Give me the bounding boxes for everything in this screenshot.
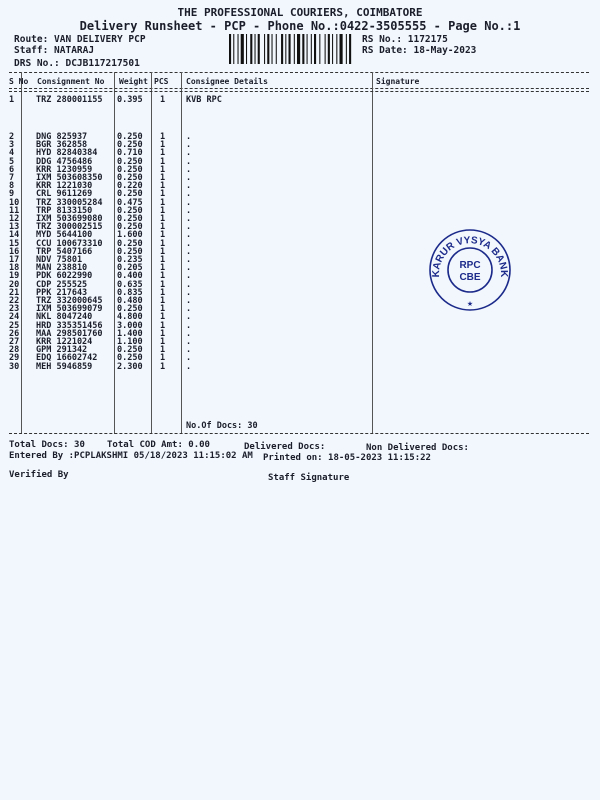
column-divider [21,72,22,434]
row-consignment-no: TRZ 330005284 [36,197,103,208]
row-consignee-details: . [186,214,192,224]
row-sno: 15 [9,238,20,249]
row-sno: 18 [9,263,20,274]
company-title: THE PROFESSIONAL COURIERS, COIMBATORE [177,6,423,19]
bank-stamp [428,228,512,312]
row-consignment-no: KRR 1230959 [36,164,93,175]
row-consignee-details: . [186,271,192,282]
row-weight: 0.250 [117,214,143,224]
row-consignment-no: MYD 5644100 [36,230,93,241]
row-weight: 0.250 [117,156,143,167]
total-docs: Total Docs: 30 [9,440,85,450]
row-sno: 8 [9,181,15,192]
row-weight: 1.400 [117,328,143,339]
row-consignee-details: . [186,246,192,257]
row-consignment-no: TRP 5407166 [36,246,93,257]
row-consignee-details: . [186,304,192,315]
row-sno: 5 [9,156,15,167]
row-consignment-no: EDQ 16602742 [36,353,98,364]
row-consignment-no: PDK 6022990 [36,271,93,282]
row-pcs: 1 [160,140,166,151]
row-pcs: 1 [160,304,166,315]
non-delivered-docs: Non Delivered Docs: [366,443,469,453]
row-sno: 28 [9,345,20,356]
stamp-cbe: CBE [459,272,481,283]
row-weight: 0.250 [117,205,143,216]
col-header-consignment: Consignment No [37,77,105,86]
row-weight: 0.250 [117,222,143,233]
row-pcs: 1 [160,353,166,364]
row-consignee-details: . [186,238,192,249]
row-consignment-no: HRD 335351456 [36,320,103,331]
col-header-pcs: PCS [154,77,169,86]
row-consignment-no: HYD 82840384 [36,148,98,159]
row-weight: 0.395 [117,95,143,105]
row-consignment-no: IXM 503608350 [36,173,103,183]
row-weight: 0.235 [117,255,143,265]
row-consignee-details: . [186,255,192,265]
row-weight: 0.475 [117,197,143,208]
row-pcs: 1 [160,148,166,159]
row-consignment-no: IXM 503699079 [36,304,103,315]
row-weight: 0.400 [117,271,143,282]
row-weight: 0.250 [117,345,143,356]
row-consignment-no: TRZ 332000645 [36,296,103,306]
row-consignment-no: BGR 362858 [36,140,88,151]
row-weight: 0.635 [117,279,143,290]
route-label: Route: VAN DELIVERY PCP [14,34,146,45]
row-consignment-no: CDP 255525 [36,279,88,290]
row-consignment-no: TRZ 280001155 [36,95,103,105]
col-header-signature: Signature [376,77,420,86]
row-consignee-details: . [186,345,192,356]
col-header-consignee: Consignee Details [186,77,268,86]
row-weight: 0.710 [117,148,143,159]
row-consignee-details: . [186,222,192,233]
row-sno: 13 [9,222,20,233]
row-pcs: 1 [160,156,166,167]
column-divider [372,72,373,434]
row-weight: 3.000 [117,320,143,331]
rs-number: RS No.: 1172175 [362,34,448,45]
row-consignee-details: . [186,132,192,142]
row-consignment-no: KRR 1221030 [36,181,93,192]
row-sno: 20 [9,279,20,290]
staff-signature: Staff Signature [268,473,350,483]
row-consignee-details: . [186,361,192,372]
row-weight: 2.300 [117,361,143,372]
row-sno: 16 [9,246,20,257]
row-pcs: 1 [160,173,166,183]
row-pcs: 1 [160,263,166,274]
row-pcs: 1 [160,312,166,323]
row-sno: 14 [9,230,20,241]
row-pcs: 1 [160,279,166,290]
row-sno: 26 [9,328,20,339]
row-consignee-details: . [186,140,192,151]
star-icon: ★ [466,300,474,308]
row-pcs: 1 [160,222,166,233]
row-consignment-no: TRZ 300002515 [36,222,103,233]
row-consignee-details: . [186,164,192,175]
row-consignment-no: DNG 825937 [36,132,88,142]
runsheet-title: Delivery Runsheet - PCP - Phone No.:0422-3505555 - Page No.:1 [79,19,521,33]
drs-number: DRS No.: DCJB117217501 [14,58,140,69]
row-consignment-no: MEH 5946859 [36,361,93,372]
row-sno: 22 [9,296,20,306]
row-pcs: 1 [160,255,166,265]
row-sno: 12 [9,214,20,224]
row-pcs: 1 [160,230,166,241]
column-divider [151,72,152,434]
row-sno: 6 [9,164,15,175]
row-pcs: 1 [160,95,166,105]
total-cod: Total COD Amt: 0.00 [107,440,210,450]
row-consignee-details: . [186,353,192,364]
row-consignee-details: . [186,205,192,216]
table-header-rule [9,88,589,89]
row-sno: 2 [9,132,15,142]
row-pcs: 1 [160,164,166,175]
table-top-rule [9,72,589,73]
row-pcs: 1 [160,296,166,306]
row-consignment-no: IXM 503699080 [36,214,103,224]
row-consignee-details: . [186,287,192,298]
row-consignment-no: TRP 8133150 [36,205,93,216]
row-pcs: 1 [160,238,166,249]
row-sno: 7 [9,173,15,183]
row-consignment-no: MAN 238810 [36,263,88,274]
row-sno: 30 [9,361,20,372]
row-weight: 0.250 [117,246,143,257]
row-consignee-details: . [186,337,192,347]
row-sno: 4 [9,148,15,159]
row-pcs: 1 [160,337,166,347]
row-pcs: 1 [160,189,166,200]
row-weight: 0.250 [117,164,143,175]
row-sno: 11 [9,205,20,216]
table-bottom-rule [9,433,589,434]
row-pcs: 1 [160,287,166,298]
row-sno: 24 [9,312,20,323]
row-pcs: 1 [160,246,166,257]
row-weight: 0.480 [117,296,143,306]
printed-on: Printed on: 18-05-2023 11:15:22 [263,453,431,463]
row-sno: 10 [9,197,20,208]
row-pcs: 1 [160,205,166,216]
staff-label: Staff: NATARAJ [14,45,95,56]
row-consignee-details: . [186,189,192,200]
row-consignment-no: NDV 75801 [36,255,83,265]
row-consignee-details: . [186,279,192,290]
row-weight: 0.250 [117,238,143,249]
row-consignment-no: MAA 298501760 [36,328,103,339]
row-sno: 17 [9,255,20,265]
rs-date: RS Date: 18-May-2023 [362,45,477,56]
col-header-sno: S No [9,77,29,86]
column-divider [114,72,115,434]
row-weight: 0.250 [117,304,143,315]
row-consignee-details: . [186,312,192,323]
delivered-docs: Delivered Docs: [244,442,326,452]
row-pcs: 1 [160,214,166,224]
row-consignee-details: . [186,148,192,159]
row-weight: 0.250 [117,140,143,151]
row-consignee-details: . [186,230,192,241]
row-weight: 0.250 [117,132,143,142]
row-sno: 1 [9,95,15,105]
row-consignment-no: CRL 9611269 [36,189,93,200]
row-consignment-no: GPM 291342 [36,345,88,356]
table-subheader-rule [9,91,589,92]
row-pcs: 1 [160,132,166,142]
row-weight: 4.800 [117,312,143,323]
row-sno: 19 [9,271,20,282]
row-sno: 29 [9,353,20,364]
col-header-weight: Weight [119,77,148,86]
row-consignee-details: . [186,296,192,306]
entered-by: Entered By :PCPLAKSHMI 05/18/2023 11:15:02 AM [9,451,253,461]
row-pcs: 1 [160,328,166,339]
row-weight: 0.250 [117,173,143,183]
row-weight: 0.250 [117,189,143,200]
row-consignment-no: CCU 100673310 [36,238,103,249]
row-pcs: 1 [160,345,166,356]
row-consignee-details: . [186,156,192,167]
row-pcs: 1 [160,271,166,282]
stamp-bank-name: KARUR VYSYA BANK [430,235,510,278]
row-pcs: 1 [160,361,166,372]
row-consignee-details: . [186,263,192,274]
row-sno: 3 [9,140,15,151]
row-weight: 0.205 [117,263,143,274]
row-consignee-details: . [186,197,192,208]
row-consignment-no: KRR 1221024 [36,337,93,347]
row-pcs: 1 [160,320,166,331]
row-weight: 1.600 [117,230,143,241]
row-consignee-details: KVB RPC [186,95,222,105]
row-weight: 0.250 [117,353,143,364]
barcode [229,34,352,64]
row-consignee-details: . [186,328,192,339]
row-weight: 0.835 [117,287,143,298]
row-sno: 25 [9,320,20,331]
column-divider [181,72,182,434]
row-weight: 1.100 [117,337,143,347]
row-consignment-no: PPK 217643 [36,287,88,298]
row-consignment-no: DDG 4756486 [36,156,93,167]
no-of-docs: No.Of Docs: 30 [186,421,258,431]
row-consignment-no: NKL 8047240 [36,312,93,323]
row-sno: 9 [9,189,15,200]
row-sno: 27 [9,337,20,347]
row-pcs: 1 [160,197,166,208]
row-weight: 0.220 [117,181,143,192]
stamp-rpc: RPC [459,260,481,271]
row-consignee-details: . [186,181,192,192]
row-sno: 21 [9,287,20,298]
row-sno: 23 [9,304,20,315]
verified-by: Verified By [9,470,69,480]
row-consignee-details: . [186,173,192,183]
row-pcs: 1 [160,181,166,192]
row-consignee-details: . [186,320,192,331]
